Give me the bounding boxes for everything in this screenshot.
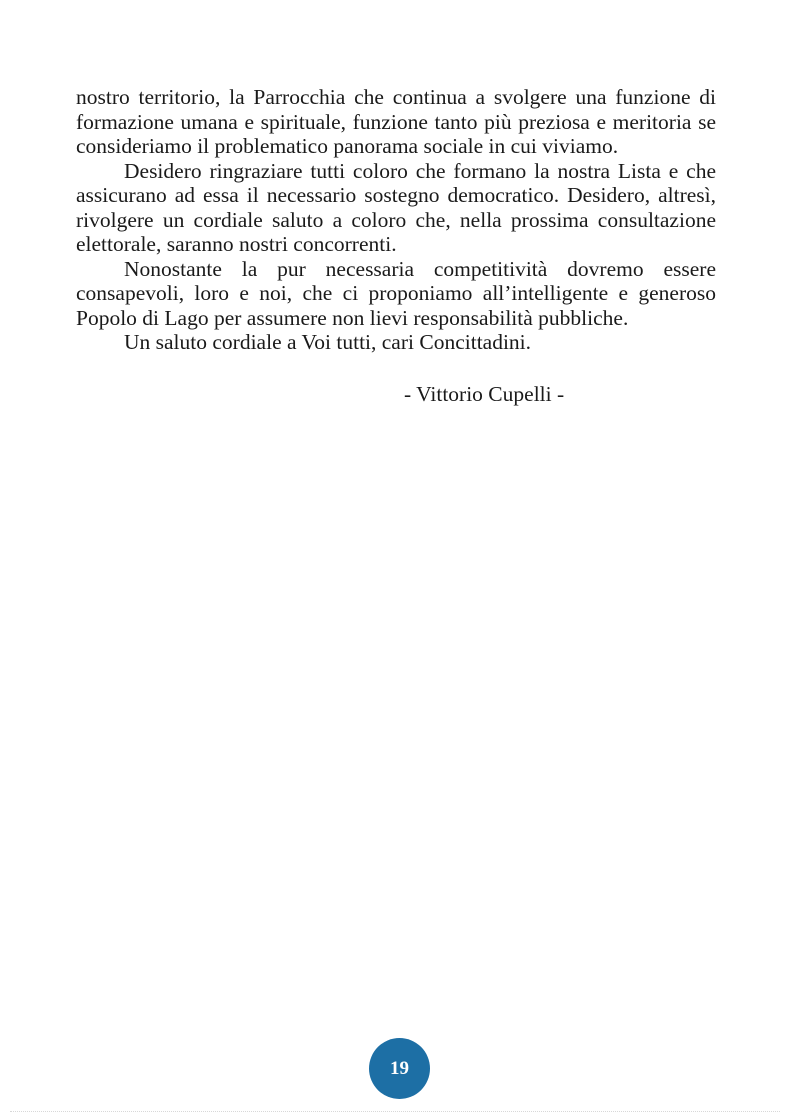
bottom-divider [10, 1111, 780, 1112]
body-text [76, 85, 716, 355]
paragraph-3: Nonostante la pur necessaria competitività dovremo essere consapevoli, loro e noi, che ci proponiamo all’intelligente e generoso Popolo di Lago per assumere non lievi responsabilità pubbliche. [76, 256, 716, 330]
paragraph-1: nostro territorio, la Parrocchia che continua a svolgere una funzione di formazione umana e spirituale, funzione tanto più preziosa e meritoria se consideriamo il problematico panorama sociale in cui viviamo. [76, 85, 716, 158]
paragraph-2: Desidero ringraziare tutti coloro che formano la nostra Lista e che assicurano ad essa il necessario sostegno democratico. Desidero, altresì, rivolgere un cordiale saluto a coloro che, nella prossima consultazione elettorale, saranno nostri concorrenti. [76, 158, 716, 256]
page-number: 19 [390, 1057, 409, 1079]
page-number-badge [369, 1038, 430, 1099]
paragraph-4: Un saluto cordiale a Voi tutti, cari Concittadini. [124, 330, 532, 354]
signature: - Vittorio Cupelli - [404, 382, 565, 406]
